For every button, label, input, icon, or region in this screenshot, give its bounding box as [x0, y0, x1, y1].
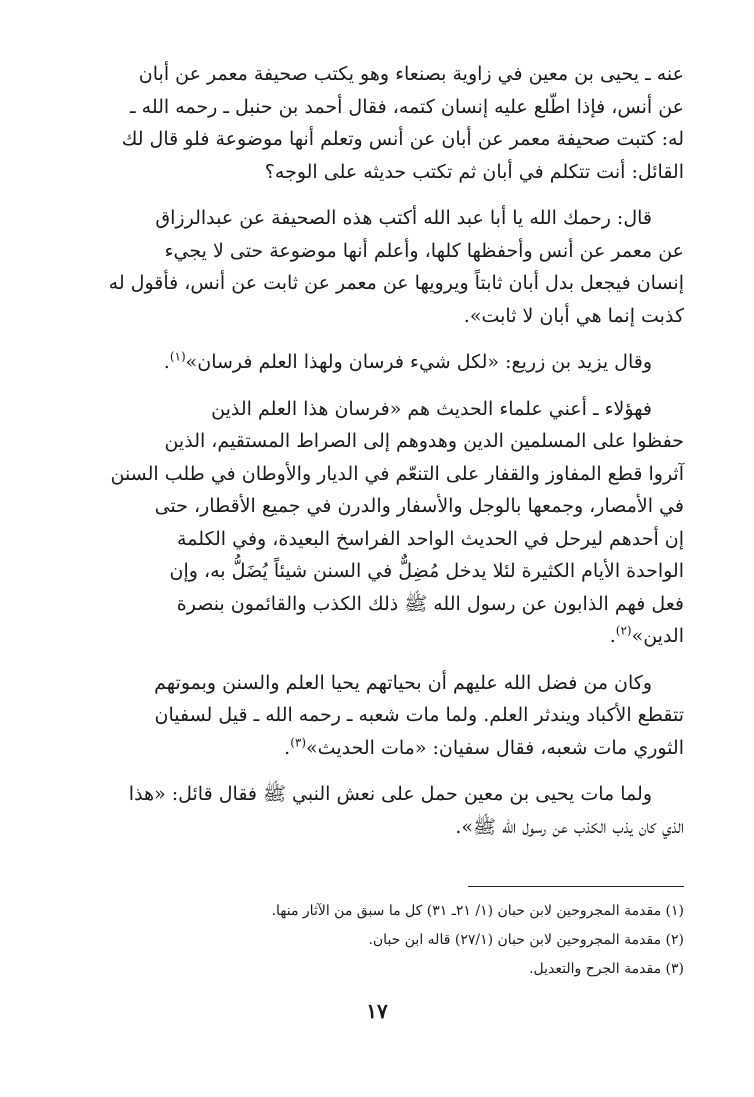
- text-line: عن أنس، فإذا اطّلع عليه إنسان كتمه، فقال أحمد بن حنبل ـ رحمه الله ـ: [130, 95, 684, 118]
- text-line: في الأمصار، وجمعها بالوجل والأسفار والدرن في جميع الأقطار، حتى: [154, 495, 684, 517]
- text-line: فعل فهم الذابون عن رسول الله ﷺ ذلك الكذب والقائمون بنصرة: [176, 592, 684, 615]
- paragraph-6: [60, 778, 684, 843]
- text-line: وكان من فضل الله عليهم أن بحياتهم يحيا العلم والسنن وبموتهم: [154, 671, 652, 694]
- text-line: فهؤلاء ـ أعني علماء الحديث هم «فرسان هذا العلم الذين: [211, 397, 652, 420]
- text-line: القائل: أنت تتكلم في أبان ثم تكتب حديثه على الوجه؟: [264, 160, 684, 183]
- text-line: تتقطع الأكباد ويندثر العلم. ولما مات شعبه ـ رحمه الله ـ قيل لسفيان: [154, 704, 684, 726]
- line-text: الثوري مات شعبه، فقال سفيان: «مات الحديث»: [306, 736, 684, 759]
- paragraph-2: [60, 202, 684, 332]
- footnote-3: (٣) مقدمة الجرح والتعديل.: [529, 961, 684, 977]
- text-line: كذبت إنما هي أبان لا ثابت».: [463, 304, 684, 327]
- paragraph-1: [60, 58, 684, 188]
- text-line: الذي كان يذب الكذب عن رسول الله ﷺ».: [455, 815, 684, 838]
- page-number: ١٧: [366, 999, 388, 1023]
- text-line: حفظوا على المسلمين الدين وهدوهم إلى الصراط المستقيم، الذين: [164, 430, 684, 452]
- footnote-1: (١) مقدمة المجروحين لابن حبان (١/ ٢١ـ ٣١) كل ما سبق من الآثار منها.: [271, 903, 684, 919]
- text-line: إن أحدهم ليرحل في الحديث الواحد الفراسخ البعيدة، وفي الكلمة: [177, 527, 684, 550]
- line-tail: .: [609, 625, 616, 647]
- text-line: [60, 346, 684, 379]
- text-line: إنسان فيجعل بدل أبان ثابتاً ويرويها عن معمر عن ثابت عن أنس، فأقول له: [108, 272, 684, 294]
- text-line: له: كتبت صحيفة معمر عن أبان عن أنس وتعلم أنها موضوعة فلو قال لك: [121, 128, 684, 150]
- text-line: قال: رحمك الله يا أبا عبد الله أكتب هذه الصحيفة عن عبدالرزاق: [155, 207, 652, 229]
- footnote-ref: (٣): [290, 735, 307, 750]
- paragraph-3: [60, 346, 684, 379]
- text-line: عن معمر عن أنس وأحفظها كلها، وأعلم أنها موضوعة حتى لا يجيء: [164, 239, 684, 262]
- footnotes: [60, 897, 684, 984]
- line-tail: .: [163, 351, 170, 373]
- paragraph-4: [60, 393, 684, 653]
- paragraph-5: [60, 667, 684, 765]
- text-line: الواحدة الأيام الكثيرة لئلا يدخل مُضِلٌّ في السنن شيئاً يُضَلُّ به، وإن: [169, 560, 684, 582]
- footnote-ref: (١): [169, 349, 186, 364]
- footnote-divider: [468, 886, 684, 887]
- footnote-2: (٢) مقدمة المجروحين لابن حبان (٢٧/١) قاله ابن حبان.: [368, 932, 684, 948]
- footnote-ref: (٢): [615, 623, 632, 638]
- line-tail: .: [284, 736, 291, 759]
- text-line: ولما مات يحيى بن معين حمل على نعش النبي ﷺ فقال قائل: «هذا: [128, 783, 652, 805]
- text-line: آثروا قطع المفاوز والقفار على التنعّم في الديار والأوطان في طلب السنن: [110, 462, 684, 485]
- text-line: [60, 732, 684, 765]
- line-text: الدين»: [631, 625, 684, 647]
- line-text: وقال يزيد بن زريع: «لكل شيء فرسان ولهذا العلم فرسان»: [185, 351, 652, 373]
- text-line: عنه ـ يحيى بن معين في زاوية بصنعاء وهو يكتب صحيفة معمر عن أبان: [138, 63, 684, 85]
- text-line: [60, 620, 684, 653]
